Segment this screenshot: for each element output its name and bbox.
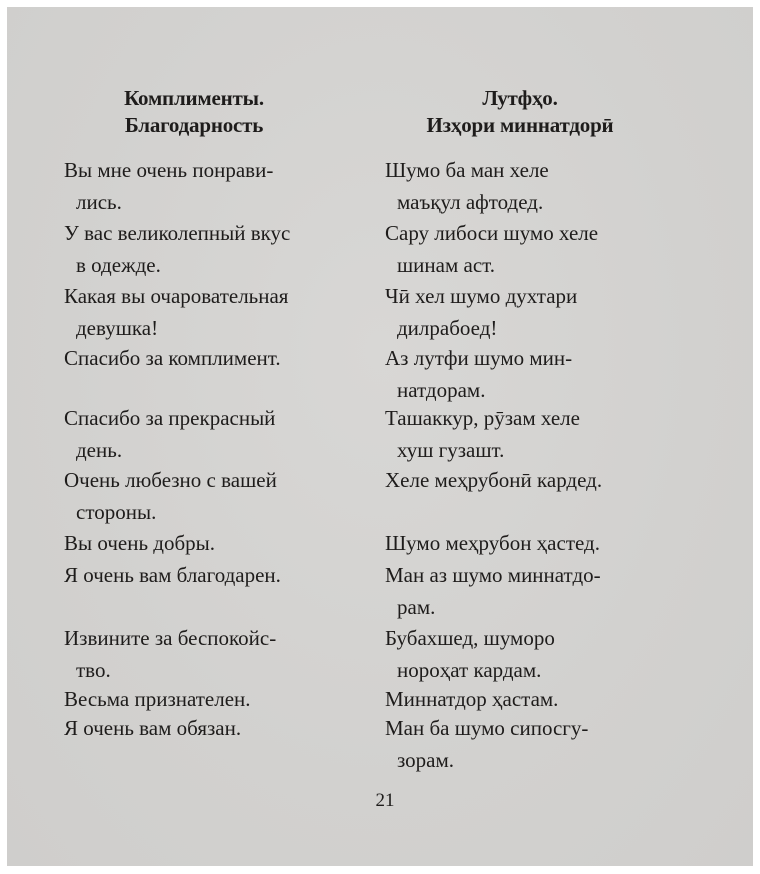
phrase-line1: У вас великолепный вкус (64, 221, 291, 245)
phrase-tj-5 (385, 402, 580, 466)
phrase-tj-11 (385, 712, 588, 776)
phrase-tj-6 (385, 464, 602, 496)
phrase-line2: натдорам. (397, 378, 486, 402)
phrase-tj-10 (385, 683, 558, 715)
phrase-line2: маъқул афтодед. (397, 190, 544, 214)
phrase-line1: Шумо ба ман хеле (385, 158, 549, 182)
phrase-line1: Аз лутфи шумо мин- (385, 346, 573, 370)
phrase-line2: в одежде. (76, 253, 161, 277)
phrase-tj-4 (385, 342, 572, 406)
phrase-line1: Я очень вам обязан. (64, 716, 242, 740)
phrase-tj-8 (385, 559, 601, 623)
phrase-ru-6 (64, 464, 277, 528)
phrase-line1: Бубахшед, шуморо (385, 626, 555, 650)
phrase-ru-11 (64, 712, 241, 744)
tajik-heading-line2: Изҳори миннатдорӣ (426, 113, 614, 137)
phrase-tj-1 (385, 154, 549, 218)
phrase-ru-10 (64, 683, 251, 715)
phrase-ru-5 (64, 402, 275, 466)
phrase-line2: нороҳат кардам. (397, 658, 542, 682)
phrase-line2: тво. (76, 658, 111, 682)
tajik-heading (385, 85, 655, 139)
phrase-line2: стороны. (76, 500, 157, 524)
phrase-line1: Ман аз шумо миннатдо- (385, 563, 601, 587)
phrase-ru-3 (64, 280, 288, 344)
phrase-line1: Ташаккур, рӯзам хеле (385, 406, 580, 430)
phrase-line2: зорам. (397, 748, 455, 772)
phrase-line2: лись. (76, 190, 122, 214)
phrase-line1: Вы мне очень понрави- (64, 158, 274, 182)
phrase-line1: Очень любезно с вашей (64, 468, 277, 492)
phrase-line2: хуш гузашт. (397, 438, 505, 462)
page-number: 21 (375, 790, 395, 811)
phrase-line2: день. (76, 438, 123, 462)
phrase-ru-4 (64, 342, 281, 374)
phrase-line1: Миннатдор ҳастам. (385, 687, 559, 711)
phrase-line1: Чӣ хел шумо духтари (385, 284, 578, 308)
russian-heading-line2: Благодарность (124, 113, 264, 137)
book-page (7, 7, 753, 866)
phrase-line1: Какая вы очаровательная (64, 284, 289, 308)
phrase-line1: Извините за беспокойс- (64, 626, 277, 650)
phrase-line1: Вы очень добры. (64, 531, 215, 555)
phrase-ru-2 (64, 217, 290, 281)
phrase-ru-7 (64, 527, 215, 559)
phrase-line2: шинам аст. (397, 253, 495, 277)
phrase-line1: Спасибо за прекрасный (64, 406, 276, 430)
tajik-heading-line1: Лутфҳо. (482, 86, 558, 110)
phrase-tj-9 (385, 622, 555, 686)
phrase-ru-1 (64, 154, 273, 218)
phrase-line1: Спасибо за комплимент. (64, 346, 281, 370)
phrase-ru-8 (64, 559, 281, 591)
phrase-line1: Шумо меҳрубон ҳастед. (385, 531, 600, 555)
phrase-line2: рам. (397, 595, 436, 619)
phrase-line2: дилрабоед! (397, 316, 498, 340)
phrase-tj-2 (385, 217, 598, 281)
phrase-tj-3 (385, 280, 577, 344)
phrase-line1: Я очень вам благодарен. (64, 563, 281, 587)
phrase-line2: девушка! (76, 316, 159, 340)
phrase-ru-9 (64, 622, 276, 686)
phrase-line1: Весьма признателен. (64, 687, 251, 711)
phrase-line1: Ман ба шумо сипосгу- (385, 716, 589, 740)
phrase-line1: Хеле меҳрубонӣ кардед. (385, 468, 603, 492)
phrase-tj-7 (385, 527, 600, 559)
phrase-line1: Сару либоси шумо хеле (385, 221, 599, 245)
russian-heading (64, 85, 324, 139)
russian-heading-line1: Комплименты. (124, 86, 264, 110)
